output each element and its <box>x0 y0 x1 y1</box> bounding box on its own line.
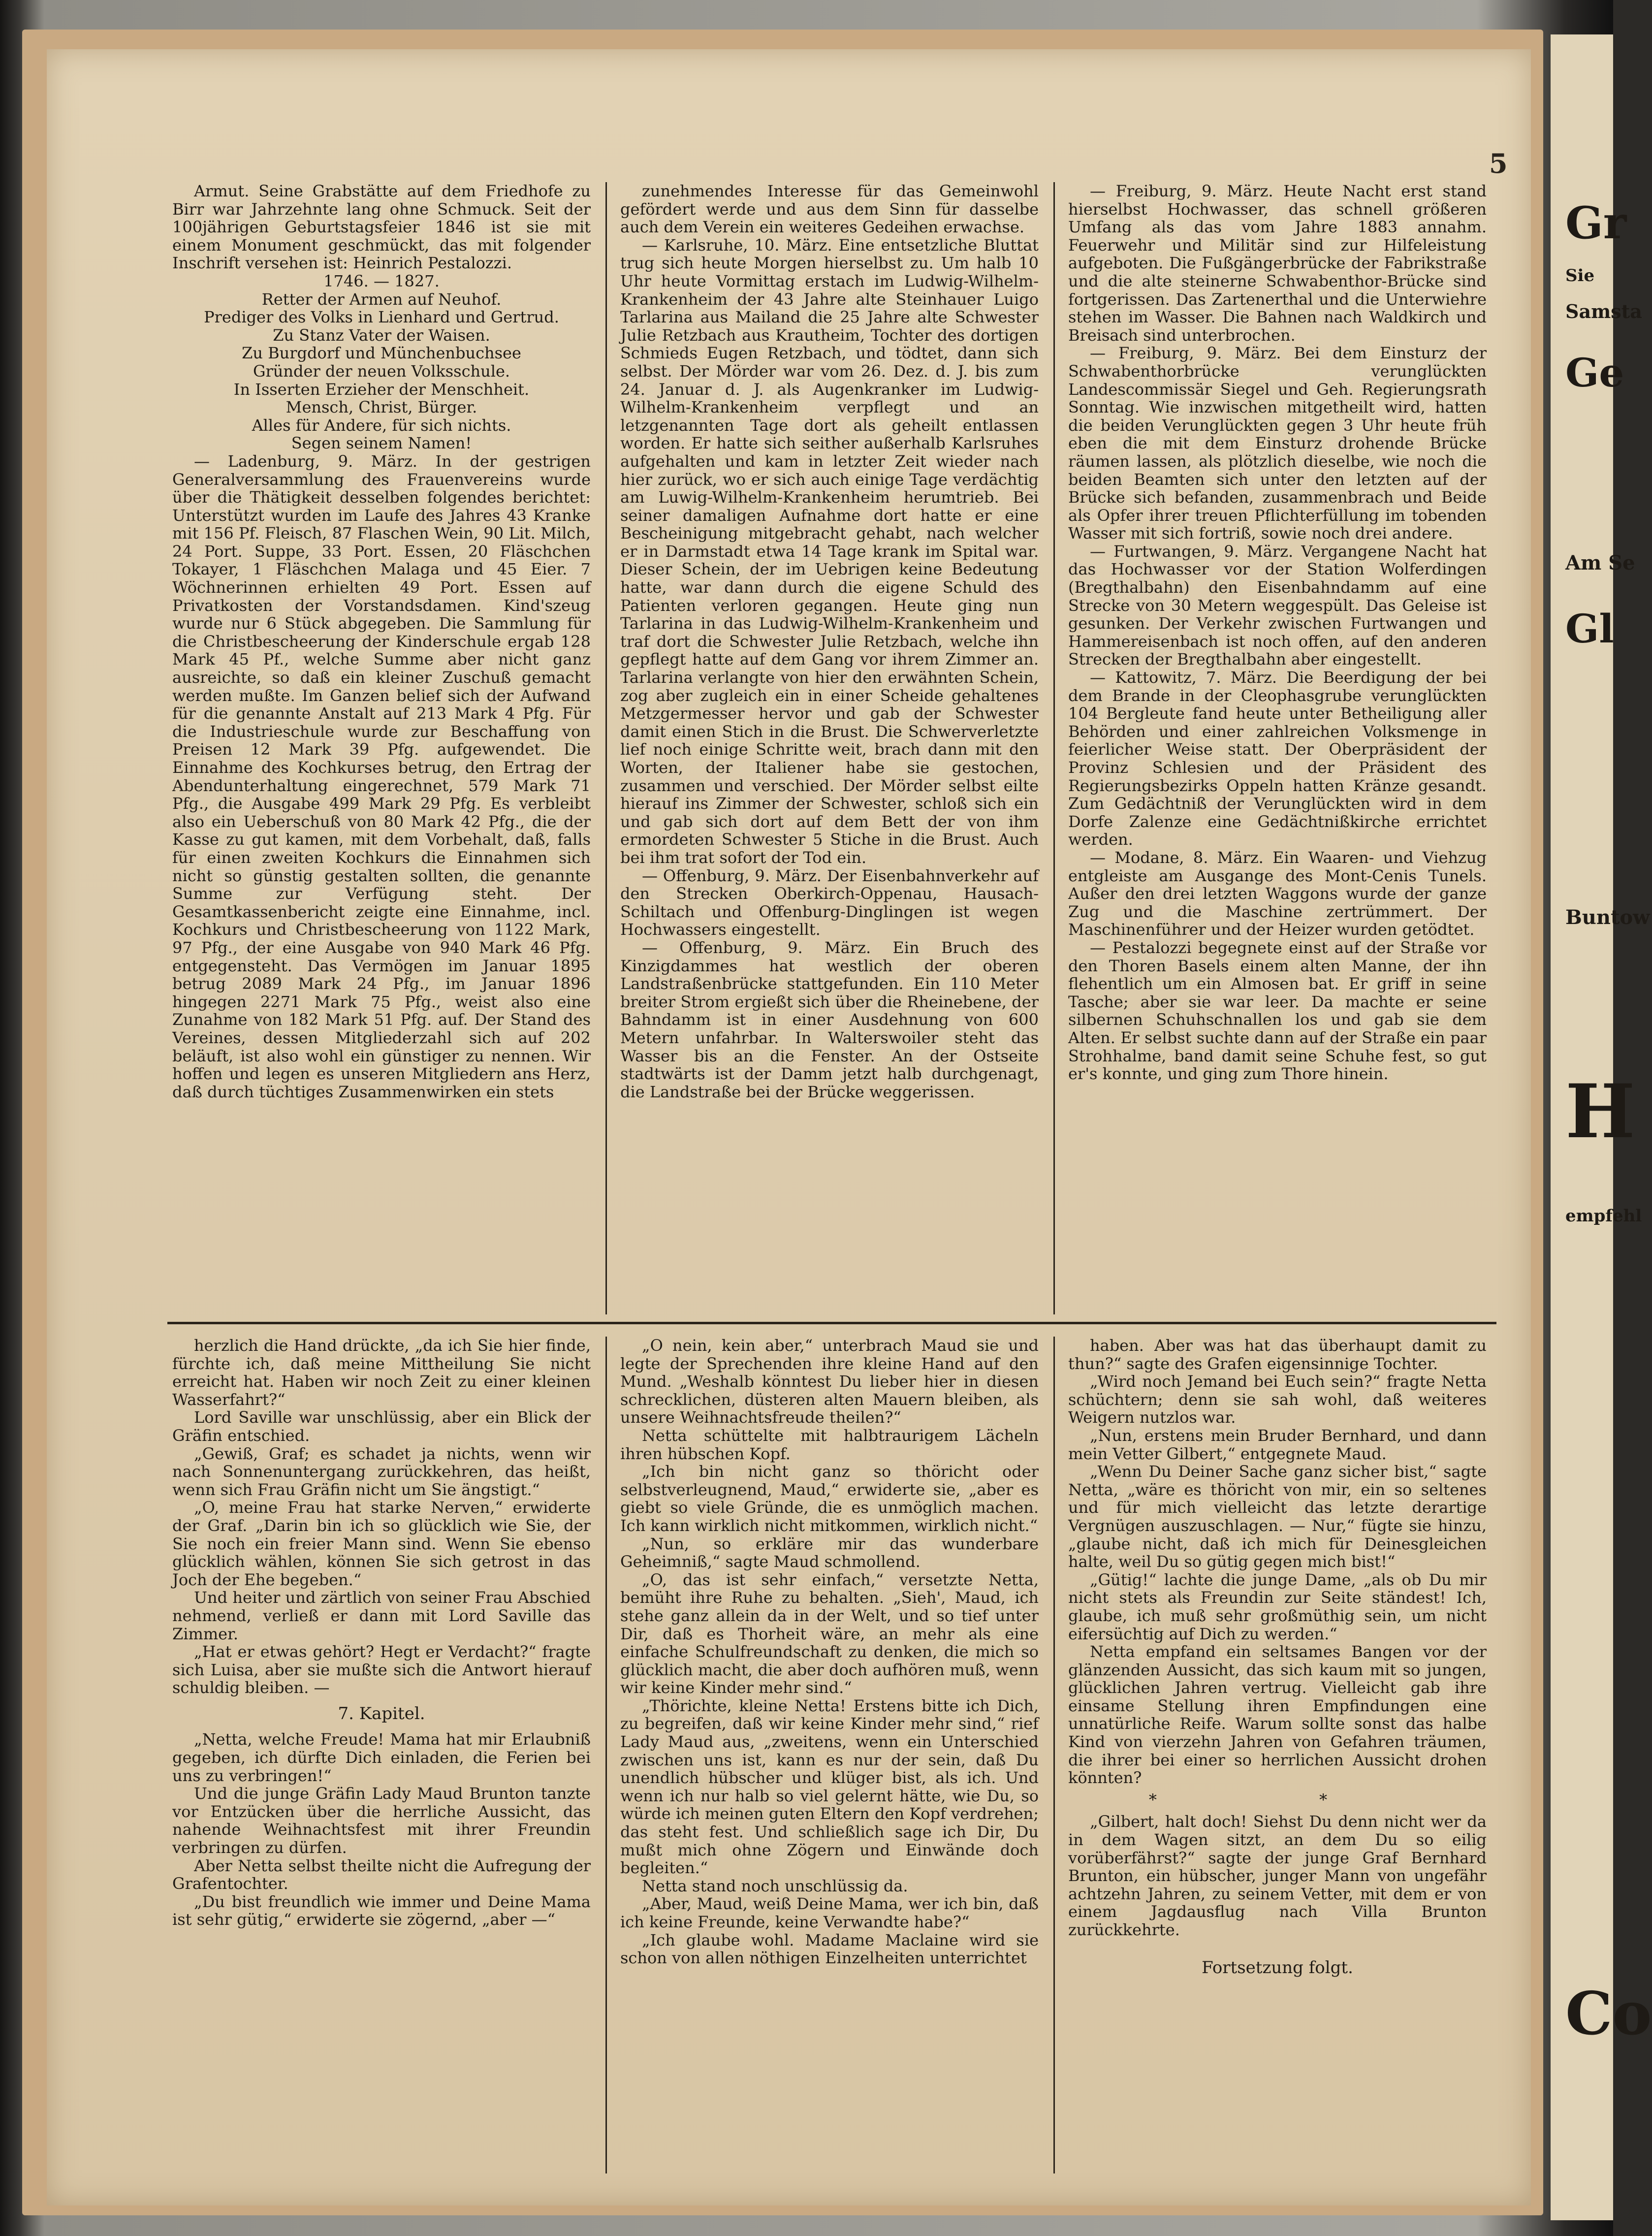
paragraph: — Offenburg, 9. März. Der Eisenbahnverkehr auf den Strecken Oberkirch-Oppenau, Hausach-Schiltach und Offenburg-Dinglingen ist wegen Hochwassers eingestellt. <box>620 866 1039 939</box>
paragraph: Netta stand noch unschlüssig da. <box>642 1876 908 1895</box>
column-rule <box>1053 182 1055 1314</box>
paragraph: Netta schüttelte mit halbtraurigem Lächeln ihren hübschen Kopf. <box>620 1426 1039 1463</box>
paragraph: „Wird noch Jemand bei Euch sein?“ fragte Netta schüchtern; denn sie sah wohl, daß weiteres Weigern nutzlos war. <box>1068 1372 1487 1427</box>
paragraph: In Isserten Erzieher der Menschheit. <box>233 380 530 399</box>
feuilleton-divider <box>167 1322 1496 1324</box>
adjacent-fragment: Am Se <box>1565 551 1635 575</box>
paragraph: Mensch, Christ, Bürger. <box>286 398 477 417</box>
paragraph: Zu Stanz Vater der Waisen. <box>273 325 490 345</box>
adjacent-fragment: Samsta <box>1565 300 1642 322</box>
paragraph: „Gütig!“ lachte die junge Dame, „als ob Du mir nicht stets als Freundin zur Seite ständest! Ich, glaube, ich muß sehr großmüthig sein, um nicht eifersüchtig auf Dich zu werden.“ <box>1068 1570 1487 1643</box>
page-number: 5 <box>1489 148 1508 179</box>
paragraph: — Furtwangen, 9. März. Vergangene Nacht hat das Hochwasser vor der Station Wolferdingen (Bregthalbahn) den Eisenbahndamm auf eine Strecke von 30 Metern weggespült. Das Geleise ist gesunken. Der Verkehr zwischen Furtwangen und Hammereisenbach ist noch offen, auf den anderen Strecken der Bregthalbahn aber eingestellt. <box>1068 542 1487 669</box>
paragraph: Und die junge Gräfin Lady Maud Brunton tanzte vor Entzücken über die herrliche Aussicht, das nahende Weihnachtsfest mit ihrer Freundin verbringen zu dürfen. <box>172 1784 591 1857</box>
adjacent-fragment: Ge <box>1565 350 1624 396</box>
column-rule <box>605 1337 607 2173</box>
paragraph: „Thörichte, kleine Netta! Erstens bitte ich Dich, zu begreifen, daß wir keine Kinder mehr sind,“ rief Lady Maud aus, „zweitens, wenn ein Unterschied zwischen uns ist, kann es nur der sein, daß Du unendlich hübscher und klüger bist, als ich. Und wenn ich nur halb so viel gelernt hätte, wie Du, so würde ich meinen guten Eltern den Kopf verdrehen; das steht fest. Und schließlich sage ich Dir, Du mußt mich ohne Zögern und Einwände doch begleiten.“ <box>620 1696 1039 1878</box>
adjacent-fragment: Gr <box>1565 197 1627 249</box>
paragraph: 1746. — 1827. <box>323 271 440 290</box>
paragraph: „Hat er etwas gehört? Hegt er Verdacht?“ fragte sich Luisa, aber sie mußte sich die Antwort hierauf schuldig bleiben. — <box>172 1642 591 1697</box>
adjacent-fragment: Co <box>1565 1979 1652 2048</box>
paragraph: „Gewiß, Graf; es schadet ja nichts, wenn wir nach Sonnenuntergang zurückkehren, das heißt, wenn sich Frau Gräfin nicht um Sie ängstigt.“ <box>172 1444 591 1499</box>
paragraph: „O, meine Frau hat starke Nerven,“ erwiderte der Graf. „Darin bin ich so glücklich wie Sie, der Sie noch ein freier Mann sind. Wenn Sie ebenso glücklich wählen, können Sie sich getrost in das Joch der Ehe begeben.“ <box>172 1498 591 1589</box>
paragraph: — Kattowitz, 7. März. Die Beerdigung der bei dem Brande in der Cleophasgrube verunglückten 104 Bergleute fand heute unter Betheiligung aller Behörden und einer zahlreichen Volksmenge in feierlicher Weise statt. Der Oberpräsident der Provinz Schlesien und der Präsident des Regierungsbezirks Oppeln hatten Kränze gesandt. Zum Gedächtniß der Verunglückten wird in dem Dorfe Zalenze eine Gedächtnißkirche errichtet werden. <box>1068 668 1487 849</box>
paragraph: Retter der Armen auf Neuhof. <box>261 289 502 309</box>
adjacent-fragment: Sie <box>1565 266 1595 286</box>
column-rule <box>605 182 607 1314</box>
paragraph: „O, das ist sehr einfach,“ versetzte Netta, bemüht ihre Ruhe zu behalten. „Sieh', Maud, ich stehe ganz allein da in der Welt, und so tief unter Dir, daß es Thorheit wäre, an mehr als eine einfache Schulfreundschaft zu denken, die mich so glücklich macht, die aber doch aufhören muß, wenn wir keine Kinder mehr sind.“ <box>620 1570 1039 1697</box>
paragraph: Und heiter und zärtlich von seiner Frau Abschied nehmend, verließ er dann mit Lord Saville das Zimmer. <box>172 1588 591 1643</box>
paragraph: „Wenn Du Deiner Sache ganz sicher bist,“ sagte Netta, „wäre es thöricht von mir, ein so seltenes und für mich vielleicht das letzte derartige Vergnügen auszuschlagen. — Nur,“ fügte sie hinzu, „glaube nicht, daß ich mich für Deinesgleichen halte, weil Du so gütig gegen mich bist!“ <box>1068 1462 1487 1571</box>
paragraph: — Modane, 8. März. Ein Waaren- und Viehzug entgleiste am Ausgange des Mont-Cenis Tunels. Außer den drei letzten Waggons wurde der ganze Zug und die Maschine zertrümmert. Der Maschinenführer und der Heizer wurden getödtet. <box>1068 848 1487 939</box>
news-column-1 <box>172 182 591 1314</box>
adjacent-fragment: empfehl <box>1565 1206 1642 1226</box>
paragraph: 7. Kapitel. <box>338 1703 425 1724</box>
paragraph: Zu Burgdorf und Münchenbuchsee <box>242 344 521 363</box>
paragraph: — Freiburg, 9. März. Heute Nacht erst stand hierselbst Hochwasser, das schnell größeren Umfang als das vom Jahre 1883 annahm. Feuerwehr und Militär sind zur Hilfeleistung aufgeboten. Die Fußgängerbrücke der Fabrikstraße und die alte steinerne Schwabenthor-Brücke sind fortgerissen. Das Zartenerthal und die Unterwiehre stehen im Wasser. Die Bahnen nach Waldkirch und Breisach sind unterbrochen. <box>1068 182 1487 345</box>
paragraph: „Nun, erstens mein Bruder Bernhard, und dann mein Vetter Gilbert,“ entgegnete Maud. <box>1068 1426 1487 1463</box>
paragraph: Prediger des Volks in Lienhard und Gertrud. <box>204 308 559 327</box>
paragraph: „Aber, Maud, weiß Deine Mama, wer ich bin, daß ich keine Freunde, keine Verwandte habe?“ <box>620 1894 1039 1931</box>
paragraph: „O nein, kein aber,“ unterbrach Maud sie und legte der Sprechenden ihre kleine Hand auf den Mund. „Weshalb könntest Du lieber hier in diesen schrecklichen, düsteren alten Mauern bleiben, als unsere Weihnachtsfreude theilen?“ <box>620 1336 1039 1427</box>
paragraph: „Ich bin nicht ganz so thöricht oder selbstverleugnend, Maud,“ erwiderte sie, „aber es giebt so viele Gründe, die es unmöglich machen. Ich kann wirklich nicht mitkommen, wirklich nicht.“ <box>620 1462 1039 1535</box>
paragraph: zunehmendes Interesse für das Gemeinwohl gefördert werde und aus dem Sinn für dasselbe auch dem Verein ein weiteres Gedeihen erwachse. <box>620 182 1039 237</box>
news-column-2 <box>620 182 1039 1314</box>
paragraph: Lord Saville war unschlüssig, aber ein Blick der Gräfin entschied. <box>172 1408 591 1445</box>
feuilleton-column-2 <box>620 1337 1039 2173</box>
paragraph: Fortsetzung folgt. <box>1202 1957 1353 1978</box>
column-rule <box>1053 1337 1055 2173</box>
paragraph: Gründer der neuen Volksschule. <box>253 361 510 381</box>
paragraph: — Karlsruhe, 10. März. Eine entsetzliche Bluttat trug sich heute Morgen hierselbst zu. Um halb 10 Uhr heute Vormittag erstach im Ludwig-Wilhelm-Krankenheim der 43 Jahre alte Steinhauer Luigo Tarlarina aus Mailand die 25 Jahre alte Schwester Julie Retzbach aus Krautheim, Tochter des dortigen Schmieds Eugen Retzbach, und tödtet, dann sich selbst. Der Mörder war vom 26. Dez. d. J. bis zum 24. Januar d. J. als Augenkranker im Ludwig-Wilhelm-Krankenheim verpflegt und an letzgenannten Tage dort als geheilt entlassen worden. Er hatte sich seither außerhalb Karlsruhes aufgehalten und kam in letzter Zeit wieder nach hier zurück, wo er sich auch einige Tage verdächtig am Luwig-Wilhelm-Krankenheim herumtrieb. Bei seiner damaligen Aufnahme dort hatte er eine Bescheinigung mitgebracht gehabt, nach welcher er in Darmstadt etwa 14 Tage krank im Spital war. Dieser Schein, der im Uebrigen keine Bedeutung hatte, war dann durch die eigene Schuld des Patienten verloren gegangen. Heute ging nun Tarlarina in das Ludwig-Wilhelm-Krankenheim und traf dort die Schwester Julie Retzbach, welche ihn gepflegt hatte auf dem Gang vor ihrem Zimmer an. Tarlarina verlangte von hier den erwähnten Schein, zog aber zugleich ein in einer Scheide gehaltenes Metzgermesser hervor und gab der Schwester damit einen Stich in die Brust. Die Schwerverletzte lief noch einige Schritte weit, brach dann mit den Worten, der Italiener habe sie gestochen, zusammen und verschied. Der Mörder selbst eilte hierauf ins Zimmer der Schwester, schloß sich ein und gab sich dort auf dem Bett der von ihm ermordeten Schwester 5 Stiche in die Brust. Auch bei ihm trat sofort der Tod ein. <box>620 235 1039 867</box>
paragraph: — Freiburg, 9. März. Bei dem Einsturz der Schwabenthorbrücke verunglückten Landescommissär Siegel und Geh. Regierungsrath Sonntag. Wie inzwischen mitgetheilt wird, hatten die beiden Verunglückten gegen 3 Uhr heute früh eben die mit dem Einsturz drohende Brücke räumen lassen, als plötzlich dieselbe, wie noch die beiden Beamten sich unter den letzten auf der Brücke sich befanden, zusammenbrach und Beide als Opfer ihrer treuen Pflichterfüllung im tobenden Wasser mit sich fortriß, sowie noch drei andere. <box>1068 344 1487 543</box>
paragraph: — Offenburg, 9. März. Ein Bruch des Kinzigdammes hat westlich der oberen Landstraßenbrücke stattgefunden. Ein 110 Meter breiter Strom ergießt sich über die Rheinebene, der Bahndamm ist in einer Ausdehnung von 600 Metern unfahrbar. In Walterswoiler steht das Wasser bis an die Fenster. An der Ostseite stadtwärts ist der Damm jetzt halb durchgenagt, die Landstraße bei der Brücke weggerissen. <box>620 938 1039 1101</box>
paragraph: Armut. Seine Grabstätte auf dem Friedhofe zu Birr war Jahrzehnte lang ohne Schmuck. Seit der 100jährigen Geburtstagsfeier 1846 ist sie mit einem Monument geschmückt, das mit folgender Inschrift versehen ist: Heinrich Pestalozzi. <box>172 182 591 273</box>
paragraph: — Ladenburg, 9. März. In der gestrigen Generalversammlung des Frauenvereins wurde über die Thätigkeit desselben folgendes berichtet: Unterstützt wurden im Laufe des Jahres 43 Kranke mit 156 Pf. Fleisch, 87 Flaschen Wein, 90 Lit. Milch, 24 Port. Suppe, 33 Port. Essen, 20 Fläschchen Tokayer, 1 Fläschchen Malaga und 45 Eier. 7 Wöchnerinnen erhielten 49 Port. Essen auf Privatkosten der Vorstandsdamen. Kind'szeug wurde nur 6 Stück abgegeben. Die Sammlung für die Christbescheerung der Kinderschule ergab 128 Mark 45 Pf., welche Summe aber nicht ganz ausreichte, so daß ein kleiner Zuschuß gemacht werden mußte. Im Ganzen belief sich der Aufwand für die genannte Anstalt auf 213 Mark 4 Pfg. Für die Industrieschule wurde zur Beschaffung von Preisen 12 Mark 39 Pfg. aufgewendet. Die Einnahme des Kochkurses betrug, den Ertrag der Abendunterhaltung eingerechnet, 579 Mark 71 Pfg., die Ausgabe 499 Mark 29 Pfg. Es verbleibt also ein Ueberschuß von 80 Mark 42 Pfg., die der Kasse zu gut kamen, mit dem Vorbehalt, daß, falls für einen zweiten Kochkurs die Einnahmen sich nicht so günstig gestalten sollten, die genannte Summe zur Verfügung steht. Der Gesamtkassenbericht zeigte eine Einnahme, incl. Kochkurs und Christbescheerung von 1122 Mark, 97 Pfg., der eine Ausgabe von 940 Mark 46 Pfg. entgegensteht. Das Vermögen im Januar 1895 betrug 2089 Mark 24 Pfg., im Januar 1896 hingegen 2271 Mark 75 Pfg., weist also eine Zunahme von 182 Mark 51 Pfg. auf. Der Stand des Vereines, dessen Mitgliederzahl sich auf 202 beläuft, ist also wohl ein günstiger zu nennen. Wir hoffen und legen es unseren Mitgliedern ans Herz, daß durch tüchtiges Zusammenwirken ein stets <box>172 451 591 1101</box>
paragraph: * * <box>1148 1790 1406 1809</box>
paragraph: Aber Netta selbst theilte nicht die Aufregung der Grafentochter. <box>172 1856 591 1893</box>
paragraph: Netta empfand ein seltsames Bangen vor der glänzenden Aussicht, das sich kaum mit so jungen, glücklichen Jahren vertrug. Vielleicht gab ihre einsame Stellung ihren Empfindungen eine unnatürliche Reife. Warum sollte sonst das halbe Kind von vierzehn Jahren von Gefahren träumen, die ihrer bei einer so herrlichen Aussicht drohen könnten? <box>1068 1642 1487 1788</box>
adjacent-page-strip <box>1551 34 1652 2220</box>
adjacent-fragment: H <box>1565 1068 1635 1155</box>
adjacent-fragment: Buntow <box>1565 906 1650 929</box>
paragraph: „Ich glaube wohl. Madame Maclaine wird sie schon von allen nöthigen Einzelheiten unterrichtet <box>620 1930 1039 1968</box>
news-column-3 <box>1068 182 1487 1314</box>
paragraph: „Nun, so erkläre mir das wunderbare Geheimniß,“ sagte Maud schmollend. <box>620 1534 1039 1571</box>
paragraph: haben. Aber was hat das überhaupt damit zu thun?“ sagte des Grafen eigensinnige Tochter. <box>1068 1336 1487 1373</box>
feuilleton-column-3 <box>1068 1337 1487 2173</box>
feuilleton-column-1 <box>172 1337 591 2173</box>
paragraph: „Gilbert, halt doch! Siehst Du denn nicht wer da in dem Wagen sitzt, an dem Du so eilig vorüberfährst?“ sagte der junge Graf Bernhard Brunton, ein hübscher, junger Mann von ungefähr achtzehn Jahren, zu seinem Vetter, mit dem er von einem Jagdausflug nach Villa Brunton zurückkehrte. <box>1068 1812 1487 1939</box>
adjacent-fragment: Gl <box>1565 606 1614 652</box>
paragraph: „Du bist freundlich wie immer und Deine Mama ist sehr gütig,“ erwiderte sie zögernd, „aber —“ <box>172 1892 591 1929</box>
paragraph: herzlich die Hand drückte, „da ich Sie hier finde, fürchte ich, daß meine Mittheilung Sie nicht erreicht hat. Haben wir noch Zeit zu einer kleinen Wasserfahrt?“ <box>172 1336 591 1409</box>
paragraph: — Pestalozzi begegnete einst auf der Straße vor den Thoren Basels einem alten Manne, der ihn flehentlich um ein Almosen bat. Er griff in seine Tasche; aber sie war leer. Da machte er seine silbernen Schuhschnallen los und gab sie dem Alten. Er selbst suchte dann auf der Straße ein paar Strohhalme, band damit seine Schuhe fest, so gut er's konnte, und ging zum Thore hinein. <box>1068 938 1487 1084</box>
paragraph: Segen seinem Namen! <box>291 434 472 453</box>
paragraph: „Netta, welche Freude! Mama hat mir Erlaubniß gegeben, ich dürfte Dich einladen, die Ferien bei uns zu verbringen!“ <box>172 1730 591 1785</box>
paragraph: Alles für Andere, für sich nichts. <box>252 415 511 435</box>
